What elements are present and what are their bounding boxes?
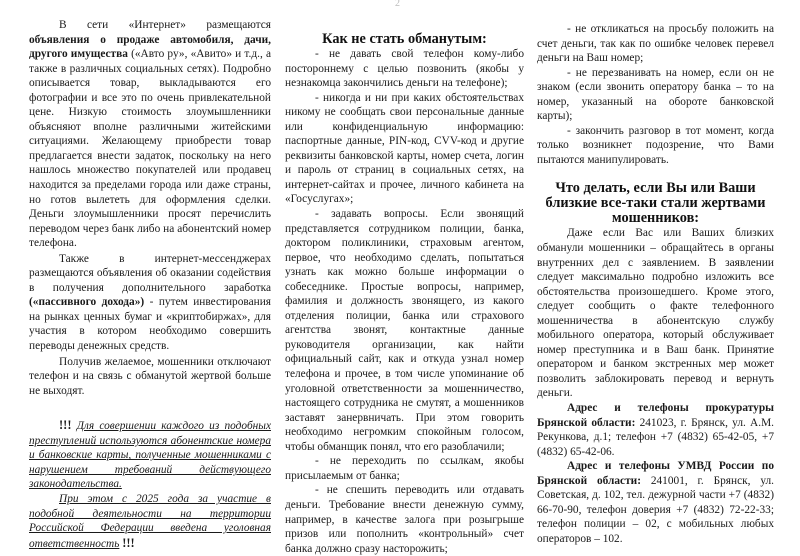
tip-item: - задавать вопросы. Если звонящий представляется сотрудником полиции, банка, доктором поликлиники, страховым агентом, первое, что необходимо сделать, попытаться узнать как можно больше информации о собеседнике. Простые вопросы, например, фамилия и должность звонящего, из какого отделения полиции, банка или страхового агентства звонят, контактные данные руководителя организации, как найти официальный сайт, как и откуда узнал номер телефона и прочее, в том числе упоминание об уголовной ответственности за мошенничество, настоящего сотрудника не смутят, а мошенников заставят занервничать. При этом говорить необходимо негромким спокойным голосом, чтобы обманщик понял, что его разоблачили; bbox=[285, 208, 524, 453]
tip-item: - не переходить по ссылкам, якобы присылаемым от банка; bbox=[285, 455, 524, 482]
tip-item: - не откликаться на просьбу положить на счет деньги, так как по ошибке человек перевел деньги на Ваш номер; bbox=[537, 23, 774, 65]
bold-passive-income: («пассивного дохода») bbox=[29, 296, 145, 309]
column-scheme-description bbox=[29, 18, 271, 551]
paragraph-contact-police: Даже если Вас или Ваших близких обманули мошенники – обращайтесь в органы внутренних дел с заявлением. В заявлении следует максимально подробно изложить все обстоятельства произошедшего. Кроме этого, следует сообщить о факте телефонного мошенничества в абонентскую службу мобильного оператора, который обслуживает номер преступника и в Ваш банк. Принятие оператором и банком экстренных мер может позволить заблокировать перевод и вернуть деньги. bbox=[537, 227, 774, 400]
police-contacts bbox=[537, 459, 774, 546]
tip-item: - закончить разговор в тот момент, когда только возникнет подозрение, что Вами пытаются манипулировать. bbox=[537, 124, 774, 166]
tip-item: - никогда и ни при каких обстоятельствах никому не сообщать свои персональные данные или конфиденциальную информацию: паспортные данные, PIN-код, CVV-код и другие реквизиты банковской карты, номер счета, логин и пароль от страниц в социальных сетях, на интернет-сайтах и прочее, личного кабинета на «Госуслугах»; bbox=[285, 91, 524, 206]
warning-text-1: Для совершении каждого из подобных преступлений используются абонентские номера и банковские карты, полученные мошенниками с нарушением требований действующего законодательства. bbox=[29, 420, 271, 491]
warning-paragraph-2 bbox=[29, 492, 271, 551]
prosecutor-label: Адрес и телефоны прокуратуры Брянской области: bbox=[537, 402, 774, 429]
police-address: 241001, г. Брянск, ул. Советская, д. 102, тел. дежурной части +7 (4832) 66-70-90, телефон доверия +7 (4832) 72-22-33; телефон полиции – 02, с мобильных любых операторов – 102. bbox=[537, 474, 774, 545]
column-how-not-to-be-deceived bbox=[285, 32, 524, 556]
paragraph-passive-income: Также в интернет-мессенджерах размещаются объявления об оказании содействия в получения дополнительного заработка («пассивного дохода») - путем инвестирования на рынках ценных бумаг и «криптобиржах», для участия в котором необходимо совершить переводы денежных средств. bbox=[29, 252, 271, 353]
exclamation-mark-end: !!! bbox=[122, 535, 135, 550]
prosecutor-address: 241023, г. Брянск, ул. А.М. Рекункова, д.1; телефон +7 (4832) 65-42-05, +7 (4832) 65-42-06. bbox=[537, 416, 775, 458]
warning-text-2: При этом с 2025 года за участие в подобной деятельности на территории Российской Федерации введена уголовная ответственность bbox=[29, 492, 271, 550]
tip-item: - не спешить переводить или отдавать деньги. Требование внести денежную сумму, например, в качестве залога при розыгрыше призов или пополнить «контрольный» счет банка должно сразу насторожить; bbox=[285, 484, 524, 555]
bold-sale-ads: объявления о продаже автомобиля, дачи, другого имущества bbox=[29, 33, 271, 61]
column-what-to-do bbox=[537, 22, 774, 547]
paragraph-sale-ads: В сети «Интернет» размещаются объявления о продаже автомобиля, дачи, другого имущества («Авто ру», «Авито» и т.д., а также в различных социальных сетях). Подробно описывается товар, выкладываются его фотографии и все это по очень привлекательной цене. Низкую стоимость злоумышленники объясняют вполне различными житейскими ситуациями. Желающему приобрести товар предлагается внести задаток, поскольку на него нашлось множество покупателей или продавец находится за пределами города или даже страны, но готов вылететь для оформления сделки. Деньги злоумышленники просят перечислить переводом через банк либо на абонентский номер телефона. bbox=[29, 19, 271, 250]
page-number: 2 bbox=[395, 0, 400, 9]
warning-paragraph-1 bbox=[29, 418, 271, 492]
prosecutor-contacts bbox=[537, 401, 774, 459]
paragraph-fraudsters-disappear: Получив желаемое, мошенники отключают телефон и на связь с обманутой жертвой больше не выходят. bbox=[29, 355, 271, 397]
exclamation-mark-start: !!! bbox=[59, 418, 72, 433]
tip-item: - не перезванивать на номер, если он не знаком (если звонить оператору банка – то на номер, указанный на обороте банковской карты); bbox=[537, 66, 774, 123]
tip-item: - не давать свой телефон кому-либо постороннему с целью позвонить (якобы у незнакомца закончились деньги на телефоне); bbox=[285, 48, 524, 90]
police-label: Адрес и телефоны УМВД России по Брянской области: bbox=[537, 460, 774, 487]
heading-how-not-to-be-deceived: Как не стать обманутым: bbox=[322, 31, 487, 47]
heading-what-to-do: Что делать, если Вы или Ваши близкие все-таки стали жертвами мошенников: bbox=[545, 180, 766, 227]
